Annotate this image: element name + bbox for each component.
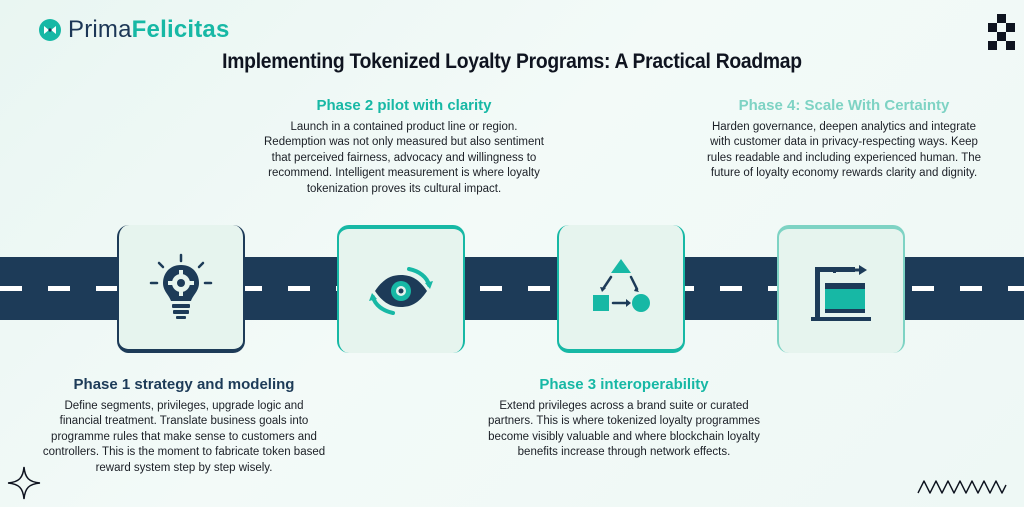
phase-2-card xyxy=(337,225,465,353)
brand-logo[interactable] xyxy=(38,16,230,44)
logo-mark-icon xyxy=(38,18,62,42)
page-title: Implementing Tokenized Loyalty Programs: A Practical Roadmap xyxy=(222,50,802,73)
phase-1-title: Phase 1 strategy and modeling xyxy=(73,376,295,393)
eye-cycle-icon xyxy=(365,255,437,327)
brand-name-part2: Felicitas xyxy=(131,16,230,43)
lightbulb-gear-icon xyxy=(145,251,217,323)
brand-name-part1: Prima xyxy=(68,16,132,43)
sparkle-icon xyxy=(6,465,42,501)
phase-3-card xyxy=(557,225,685,353)
phase-4-title: Phase 4: Scale With Certainty xyxy=(738,97,950,114)
brand-name xyxy=(68,16,230,44)
checker-pattern-icon xyxy=(988,14,1016,52)
phase-1-card xyxy=(117,225,245,353)
phase-2-title: Phase 2 pilot with clarity xyxy=(316,97,492,114)
phase-4-card xyxy=(777,225,905,353)
phase-4-block xyxy=(702,97,986,182)
phase-3-body: Extend privileges across a brand suite or curated partners. This is where tokenized loyalty programmes become visibly valuable and where blockchain loyalty benefits increase through network effects. xyxy=(487,400,761,459)
shapes-network-icon xyxy=(585,251,657,323)
zigzag-wave-icon xyxy=(916,479,1008,495)
phase-1-body: Define segments, privileges, upgrade logic and financial treatment. Translate business goals into programme rules that make sense to customers and controllers. This is the moment to fabricate token based reward system step by step wisely. xyxy=(42,400,326,474)
phase-1-block xyxy=(42,376,326,476)
scale-machine-icon xyxy=(805,255,877,327)
phase-3-title: Phase 3 interoperability xyxy=(539,376,709,393)
phase-4-body: Harden governance, deepen analytics and integrate with customer data in privacy-respecting ways. Keep rules readable and including experienced human. The future of loyalty economy rewards clarity and dignity. xyxy=(706,121,982,180)
phase-3-block xyxy=(482,376,766,461)
phase-2-body: Launch in a contained product line or region. Redemption was not only measured but also sentiment that perceived fairness, advocacy and willingness to recommend. Intelligent measurement is where loyalty tokenization proves its cultural impact. xyxy=(264,121,544,195)
phase-2-block xyxy=(262,97,546,197)
